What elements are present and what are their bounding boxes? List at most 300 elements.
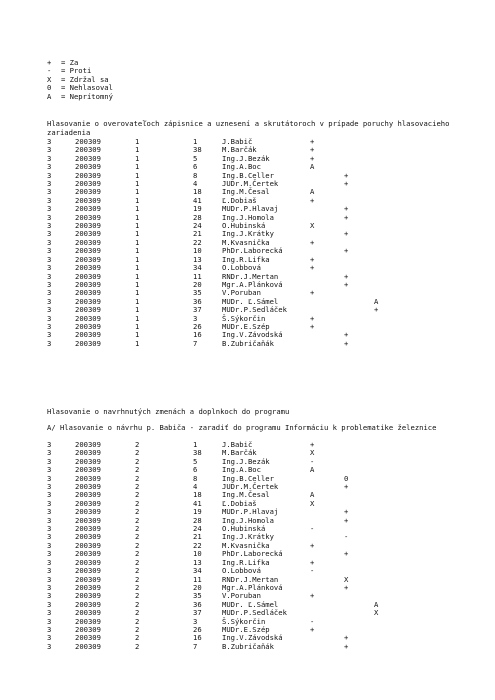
member-name: Ing.B.Celler [222, 473, 274, 483]
vote-number: 2 [135, 566, 140, 576]
member-id: 37 [193, 608, 202, 618]
vote-value: + [344, 204, 349, 214]
vote-number: 2 [135, 524, 140, 534]
vote-value: + [344, 633, 349, 643]
vote-number: 2 [135, 532, 140, 542]
session-number: 3 [47, 515, 52, 525]
member-id: 10 [193, 246, 202, 256]
member-id: 7 [193, 338, 198, 348]
vote-number: 1 [135, 162, 140, 172]
session-number: 3 [47, 490, 52, 500]
member-name: JUDr.M.Čertek [222, 179, 279, 189]
member-name: Ing.J.Homola [222, 212, 274, 222]
vote-value: + [344, 229, 349, 239]
vote-value: + [344, 641, 349, 651]
date-code: 200309 [75, 566, 101, 576]
date-code: 200309 [75, 440, 101, 449]
vote-value: + [310, 263, 315, 273]
vote-value: + [344, 279, 349, 289]
session-number: 3 [47, 532, 52, 542]
vote-number: 2 [135, 540, 140, 550]
member-id: 41 [193, 195, 202, 205]
vote-value: A [310, 490, 315, 500]
member-name: RNDr.J.Mertan [222, 574, 279, 584]
date-code: 200309 [75, 549, 101, 559]
member-id: 37 [193, 305, 202, 315]
member-name: O.Hubinská [222, 524, 266, 534]
session-number: 3 [47, 540, 52, 550]
session-number: 3 [47, 641, 52, 651]
date-code: 200309 [75, 137, 101, 146]
session-number: 3 [47, 145, 52, 155]
date-code: 200309 [75, 162, 101, 172]
vote-value: A [374, 599, 379, 609]
member-id: 1 [193, 440, 198, 449]
session-number: 3 [47, 321, 52, 331]
member-name: Ľ.Dobiaš [222, 195, 257, 205]
vote-number: 2 [135, 440, 140, 449]
vote-number: 2 [135, 465, 140, 475]
member-id: 11 [193, 574, 202, 584]
member-name: B.Zubričaňák [222, 641, 274, 651]
vote-value: - [310, 524, 315, 534]
vote-number: 2 [135, 616, 140, 626]
member-name: Ing.R.Lifka [222, 557, 270, 567]
member-name: MUDr.P.Sedláček [222, 608, 287, 618]
session-number: 3 [47, 330, 52, 340]
vote-number: 1 [135, 338, 140, 348]
vote-value: + [310, 137, 315, 146]
vote-number: 1 [135, 296, 140, 306]
member-name: Ing.V.Závodská [222, 633, 283, 643]
date-code: 200309 [75, 296, 101, 306]
date-code: 200309 [75, 187, 101, 197]
vote-value: + [310, 254, 315, 264]
legend-item [47, 93, 113, 101]
member-name: O.Lobbová [222, 566, 261, 576]
vote-value: + [310, 540, 315, 550]
vote-number: 2 [135, 641, 140, 651]
vote-number: 2 [135, 498, 140, 508]
session-number: 3 [47, 465, 52, 475]
vote-value: + [310, 624, 315, 634]
member-id: 3 [193, 313, 198, 323]
session-number: 3 [47, 633, 52, 643]
member-id: 5 [193, 456, 198, 466]
session-number: 3 [47, 524, 52, 534]
date-code: 200309 [75, 246, 101, 256]
date-code: 200309 [75, 195, 101, 205]
vote-value: + [310, 591, 315, 601]
vote-value: + [344, 507, 349, 517]
vote-number: 1 [135, 187, 140, 197]
vote-value: + [344, 246, 349, 256]
member-name: MUDr.P.Hlavaj [222, 204, 279, 214]
vote-number: 1 [135, 229, 140, 239]
legend-symbol: + [47, 58, 52, 67]
vote-number: 1 [135, 212, 140, 222]
member-id: 19 [193, 204, 202, 214]
member-name: JUDr.M.Čertek [222, 482, 279, 492]
session-number: 3 [47, 254, 52, 264]
session-number: 3 [47, 456, 52, 466]
member-id: 5 [193, 153, 198, 163]
session-number: 3 [47, 473, 52, 483]
vote-number: 2 [135, 633, 140, 643]
date-code: 200309 [75, 465, 101, 475]
vote-value: X [310, 221, 315, 231]
member-name: Mgr.A.Plánková [222, 279, 283, 289]
session-number: 3 [47, 170, 52, 180]
member-id: 36 [193, 599, 202, 609]
vote-number: 2 [135, 515, 140, 525]
vote-value: + [310, 145, 315, 155]
session-number: 3 [47, 507, 52, 517]
vote-number: 2 [135, 448, 140, 458]
date-code: 200309 [75, 456, 101, 466]
vote-value: - [310, 566, 315, 576]
date-code: 200309 [75, 305, 101, 315]
vote-number: 2 [135, 482, 140, 492]
member-name: M.Barčák [222, 145, 257, 155]
session-number: 3 [47, 482, 52, 492]
member-id: 20 [193, 582, 202, 592]
session-number: 3 [47, 549, 52, 559]
session-number: 3 [47, 624, 52, 634]
vote-value: + [374, 305, 379, 315]
vote-value: + [344, 330, 349, 340]
legend-symbol: 0 [47, 83, 52, 93]
session-number: 3 [47, 263, 52, 273]
vote-value: + [310, 321, 315, 331]
vote-value: A [310, 187, 315, 197]
vote-value: + [310, 195, 315, 205]
member-name: M.Barčák [222, 448, 257, 458]
member-name: M.Kvasnička [222, 540, 270, 550]
member-id: 4 [193, 482, 198, 492]
vote-number: 1 [135, 321, 140, 331]
vote-number: 2 [135, 456, 140, 466]
member-id: 18 [193, 490, 202, 500]
member-name: Ing.J.Bezák [222, 153, 270, 163]
member-name: Ing.M.Česal [222, 187, 270, 197]
date-code: 200309 [75, 170, 101, 180]
member-name: MUDr.E.Szép [222, 321, 270, 331]
vote-value: X [310, 498, 315, 508]
member-id: 28 [193, 212, 202, 222]
session-number: 3 [47, 305, 52, 315]
member-id: 3 [193, 616, 198, 626]
session-number: 3 [47, 498, 52, 508]
member-name: Ing.R.Lifka [222, 254, 270, 264]
member-name: Ing.M.Česal [222, 490, 270, 500]
date-code: 200309 [75, 582, 101, 592]
session-number: 3 [47, 296, 52, 306]
legend-symbol: A [47, 91, 52, 101]
date-code: 200309 [75, 633, 101, 643]
member-name: O.Lobbová [222, 263, 261, 273]
session-number: 3 [47, 313, 52, 323]
member-name: Š.Sýkorčin [222, 313, 266, 323]
vote-value: X [310, 448, 315, 458]
date-code: 200309 [75, 515, 101, 525]
vote-value: + [310, 153, 315, 163]
session-number: 3 [47, 204, 52, 214]
vote-number: 1 [135, 137, 140, 146]
member-name: Ing.A.Boc [222, 465, 261, 475]
member-name: Ľ.Dobiaš [222, 498, 257, 508]
vote-number: 1 [135, 305, 140, 315]
date-code: 200309 [75, 498, 101, 508]
session-number: 3 [47, 187, 52, 197]
session-number: 3 [47, 448, 52, 458]
member-id: 6 [193, 465, 198, 475]
vote-number: 1 [135, 271, 140, 281]
date-code: 200309 [75, 482, 101, 492]
member-id: 6 [193, 162, 198, 172]
member-id: 16 [193, 633, 202, 643]
date-code: 200309 [75, 624, 101, 634]
date-code: 200309 [75, 321, 101, 331]
vote-value: + [344, 582, 349, 592]
member-id: 38 [193, 448, 202, 458]
member-id: 13 [193, 254, 202, 264]
member-name: PhDr.Laborecká [222, 246, 283, 256]
date-code: 200309 [75, 338, 101, 348]
member-name: O.Hubinská [222, 221, 266, 231]
date-code: 200309 [75, 574, 101, 584]
member-id: 38 [193, 145, 202, 155]
date-code: 200309 [75, 237, 101, 247]
vote1-title: Hlasovanie o overovateľoch zápisnice a uznesení a skrutátoroch v prípade poruchy hlasovacieho zariadenia [47, 119, 450, 137]
member-id: 28 [193, 515, 202, 525]
date-code: 200309 [75, 599, 101, 609]
vote-value: + [310, 288, 315, 298]
vote-number: 1 [135, 179, 140, 189]
member-id: 11 [193, 271, 202, 281]
legend-text: = Zdržal sa [61, 74, 109, 84]
member-id: 22 [193, 237, 202, 247]
member-id: 8 [193, 473, 198, 483]
date-code: 200309 [75, 557, 101, 567]
vote-number: 1 [135, 204, 140, 214]
vote-number: 1 [135, 254, 140, 264]
date-code: 200309 [75, 540, 101, 550]
session-number: 3 [47, 212, 52, 222]
session-number: 3 [47, 153, 52, 163]
vote-number: 2 [135, 608, 140, 618]
vote-number: 2 [135, 507, 140, 517]
member-id: 1 [193, 137, 198, 146]
vote-value: X [344, 574, 349, 584]
vote-value: - [310, 616, 315, 626]
session-number: 3 [47, 246, 52, 256]
vote-number: 2 [135, 582, 140, 592]
date-code: 200309 [75, 179, 101, 189]
member-id: 26 [193, 321, 202, 331]
date-code: 200309 [75, 221, 101, 231]
session-number: 3 [47, 582, 52, 592]
session-number: 3 [47, 279, 52, 289]
date-code: 200309 [75, 524, 101, 534]
date-code: 200309 [75, 212, 101, 222]
member-name: Ing.J.Krátky [222, 532, 274, 542]
member-name: J.Babič [222, 440, 253, 449]
vote-number: 2 [135, 574, 140, 584]
session-number: 3 [47, 288, 52, 298]
vote-value: + [344, 515, 349, 525]
vote-number: 1 [135, 195, 140, 205]
vote-number: 2 [135, 549, 140, 559]
date-code: 200309 [75, 532, 101, 542]
member-id: 18 [193, 187, 202, 197]
date-code: 200309 [75, 263, 101, 273]
vote-number: 2 [135, 557, 140, 567]
member-name: Ing.J.Krátky [222, 229, 274, 239]
session-number: 3 [47, 195, 52, 205]
session-number: 3 [47, 179, 52, 189]
vote-number: 2 [135, 599, 140, 609]
vote-value: A [310, 465, 315, 475]
session-number: 3 [47, 440, 52, 449]
member-id: 24 [193, 221, 202, 231]
vote-value: + [310, 440, 315, 449]
vote-value: + [344, 549, 349, 559]
member-id: 20 [193, 279, 202, 289]
vote2-title: A/ Hlasovanie o návrhu p. Babiča - zaradiť do programu Informáciu k problematike železnice [47, 423, 437, 432]
member-name: Mgr.A.Plánková [222, 582, 283, 592]
session-number: 3 [47, 591, 52, 601]
vote-value: + [344, 271, 349, 281]
member-name: V.Poruban [222, 288, 261, 298]
session-number: 3 [47, 599, 52, 609]
member-id: 21 [193, 229, 202, 239]
member-id: 35 [193, 288, 202, 298]
member-id: 8 [193, 170, 198, 180]
vote-value: X [374, 608, 379, 618]
member-id: 21 [193, 532, 202, 542]
legend-text: = Proti [61, 66, 92, 76]
date-code: 200309 [75, 288, 101, 298]
date-code: 200309 [75, 616, 101, 626]
member-name: Ing.V.Závodská [222, 330, 283, 340]
date-code: 200309 [75, 591, 101, 601]
vote-number: 1 [135, 145, 140, 155]
date-code: 200309 [75, 204, 101, 214]
member-id: 34 [193, 263, 202, 273]
vote-value: - [310, 456, 315, 466]
date-code: 200309 [75, 271, 101, 281]
vote-value: + [344, 338, 349, 348]
vote-number: 1 [135, 221, 140, 231]
date-code: 200309 [75, 641, 101, 651]
legend-text: = Za [61, 58, 79, 67]
member-id: 4 [193, 179, 198, 189]
member-name: Š.Sýkorčin [222, 616, 266, 626]
session-number: 3 [47, 616, 52, 626]
member-id: 10 [193, 549, 202, 559]
legend-text: = Neprítomný [61, 91, 113, 101]
vote-number: 1 [135, 313, 140, 323]
date-code: 200309 [75, 507, 101, 517]
member-name: MUDr. Ľ.Sámel [222, 599, 279, 609]
section2-title: Hlasovanie o navrhnutých zmenách a doplnkoch do programu [47, 407, 290, 416]
member-id: 34 [193, 566, 202, 576]
vote-value: + [310, 237, 315, 247]
vote-number: 1 [135, 246, 140, 256]
legend-text: = Nehlasoval [61, 83, 113, 93]
member-name: MUDr. Ľ.Sámel [222, 296, 279, 306]
date-code: 200309 [75, 145, 101, 155]
date-code: 200309 [75, 279, 101, 289]
vote-value: + [310, 313, 315, 323]
vote-value: + [344, 170, 349, 180]
member-name: B.Zubričaňák [222, 338, 274, 348]
vote-value: - [344, 532, 349, 542]
member-name: Ing.A.Boc [222, 162, 261, 172]
date-code: 200309 [75, 473, 101, 483]
session-number: 3 [47, 557, 52, 567]
member-id: 24 [193, 524, 202, 534]
vote-value: + [344, 482, 349, 492]
legend [47, 59, 113, 101]
member-name: MUDr.P.Sedláček [222, 305, 287, 315]
member-name: PhDr.Laborecká [222, 549, 283, 559]
date-code: 200309 [75, 313, 101, 323]
member-name: J.Babič [222, 137, 253, 146]
session-number: 3 [47, 574, 52, 584]
session-number: 3 [47, 271, 52, 281]
date-code: 200309 [75, 490, 101, 500]
session-number: 3 [47, 137, 52, 146]
vote-number: 1 [135, 153, 140, 163]
member-id: 16 [193, 330, 202, 340]
vote-number: 1 [135, 170, 140, 180]
member-id: 35 [193, 591, 202, 601]
session-number: 3 [47, 229, 52, 239]
member-id: 26 [193, 624, 202, 634]
date-code: 200309 [75, 608, 101, 618]
vote-number: 1 [135, 330, 140, 340]
member-id: 7 [193, 641, 198, 651]
vote-number: 2 [135, 624, 140, 634]
member-id: 22 [193, 540, 202, 550]
member-name: M.Kvasnička [222, 237, 270, 247]
member-name: Ing.J.Homola [222, 515, 274, 525]
session-number: 3 [47, 221, 52, 231]
legend-symbol: X [47, 74, 52, 84]
legend-symbol: - [47, 66, 52, 76]
session-number: 3 [47, 237, 52, 247]
date-code: 200309 [75, 330, 101, 340]
vote-number: 1 [135, 279, 140, 289]
vote-number: 1 [135, 288, 140, 298]
member-name: MUDr.P.Hlavaj [222, 507, 279, 517]
member-id: 19 [193, 507, 202, 517]
vote-value: + [344, 212, 349, 222]
member-id: 13 [193, 557, 202, 567]
date-code: 200309 [75, 254, 101, 264]
session-number: 3 [47, 608, 52, 618]
vote-number: 1 [135, 237, 140, 247]
date-code: 200309 [75, 153, 101, 163]
date-code: 200309 [75, 229, 101, 239]
session-number: 3 [47, 162, 52, 172]
member-name: V.Poruban [222, 591, 261, 601]
member-id: 36 [193, 296, 202, 306]
vote-value: + [310, 557, 315, 567]
vote-value: A [374, 296, 379, 306]
